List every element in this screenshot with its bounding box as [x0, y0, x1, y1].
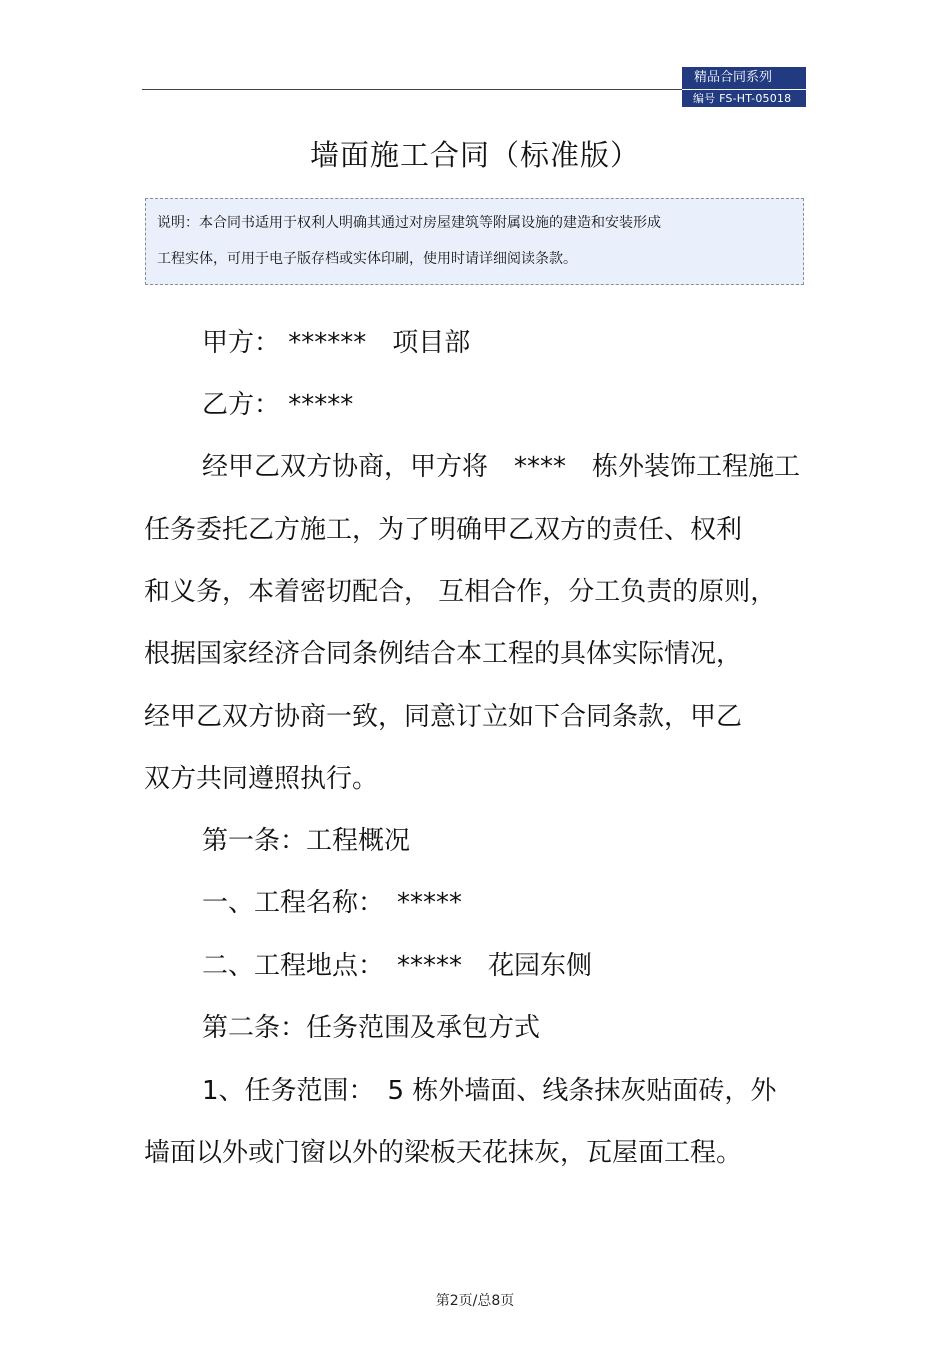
body-paragraph-line: 和义务，本着密切配合， 互相合作，分工负责的原则， — [144, 577, 777, 607]
project-location-line: 二、工程地点： ***** 花园东侧 — [202, 951, 593, 981]
body-paragraph-line: 双方共同遵照执行。 — [144, 764, 379, 794]
header-rule — [142, 89, 682, 90]
article-2-heading: 第二条：任务范围及承包方式 — [202, 1013, 541, 1043]
document-code-badge: 编号 FS-HT-05018 — [682, 90, 806, 107]
body-paragraph-line: 任务委托乙方施工，为了明确甲乙双方的责任、权利 — [144, 515, 743, 545]
body-paragraph-line: 根据国家经济合同条例结合本工程的具体实际情况， — [144, 639, 743, 669]
party-a-line: 甲方： ****** 项目部 — [202, 328, 471, 358]
explanation-line-2: 工程实体，可用于电子版存档或实体印刷，使用时请详细阅读条款。 — [157, 251, 577, 267]
task-scope-line: 1、任务范围： 5 栋外墙面、线条抹灰贴面砖，外 — [202, 1076, 777, 1106]
party-b-line: 乙方： ***** — [202, 390, 354, 420]
project-name-line: 一、工程名称： ***** — [202, 888, 463, 918]
body-paragraph-line: 经甲乙双方协商，甲方将 **** 栋外装饰工程施工 — [202, 452, 801, 482]
document-title: 墙面施工合同（标准版） — [309, 138, 640, 172]
page-number: 第2页/总8页 — [435, 1293, 515, 1309]
series-badge: 精品合同系列 — [682, 67, 806, 89]
explanation-line-1: 说明：本合同书适用于权利人明确其通过对房屋建筑等附属设施的建造和安装形成 — [157, 215, 661, 231]
task-scope-line: 墙面以外或门窗以外的梁板天花抹灰，瓦屋面工程。 — [144, 1138, 743, 1168]
body-paragraph-line: 经甲乙双方协商一致，同意订立如下合同条款，甲乙 — [144, 702, 743, 732]
article-1-heading: 第一条：工程概况 — [202, 826, 411, 856]
explanation-box — [145, 198, 804, 285]
